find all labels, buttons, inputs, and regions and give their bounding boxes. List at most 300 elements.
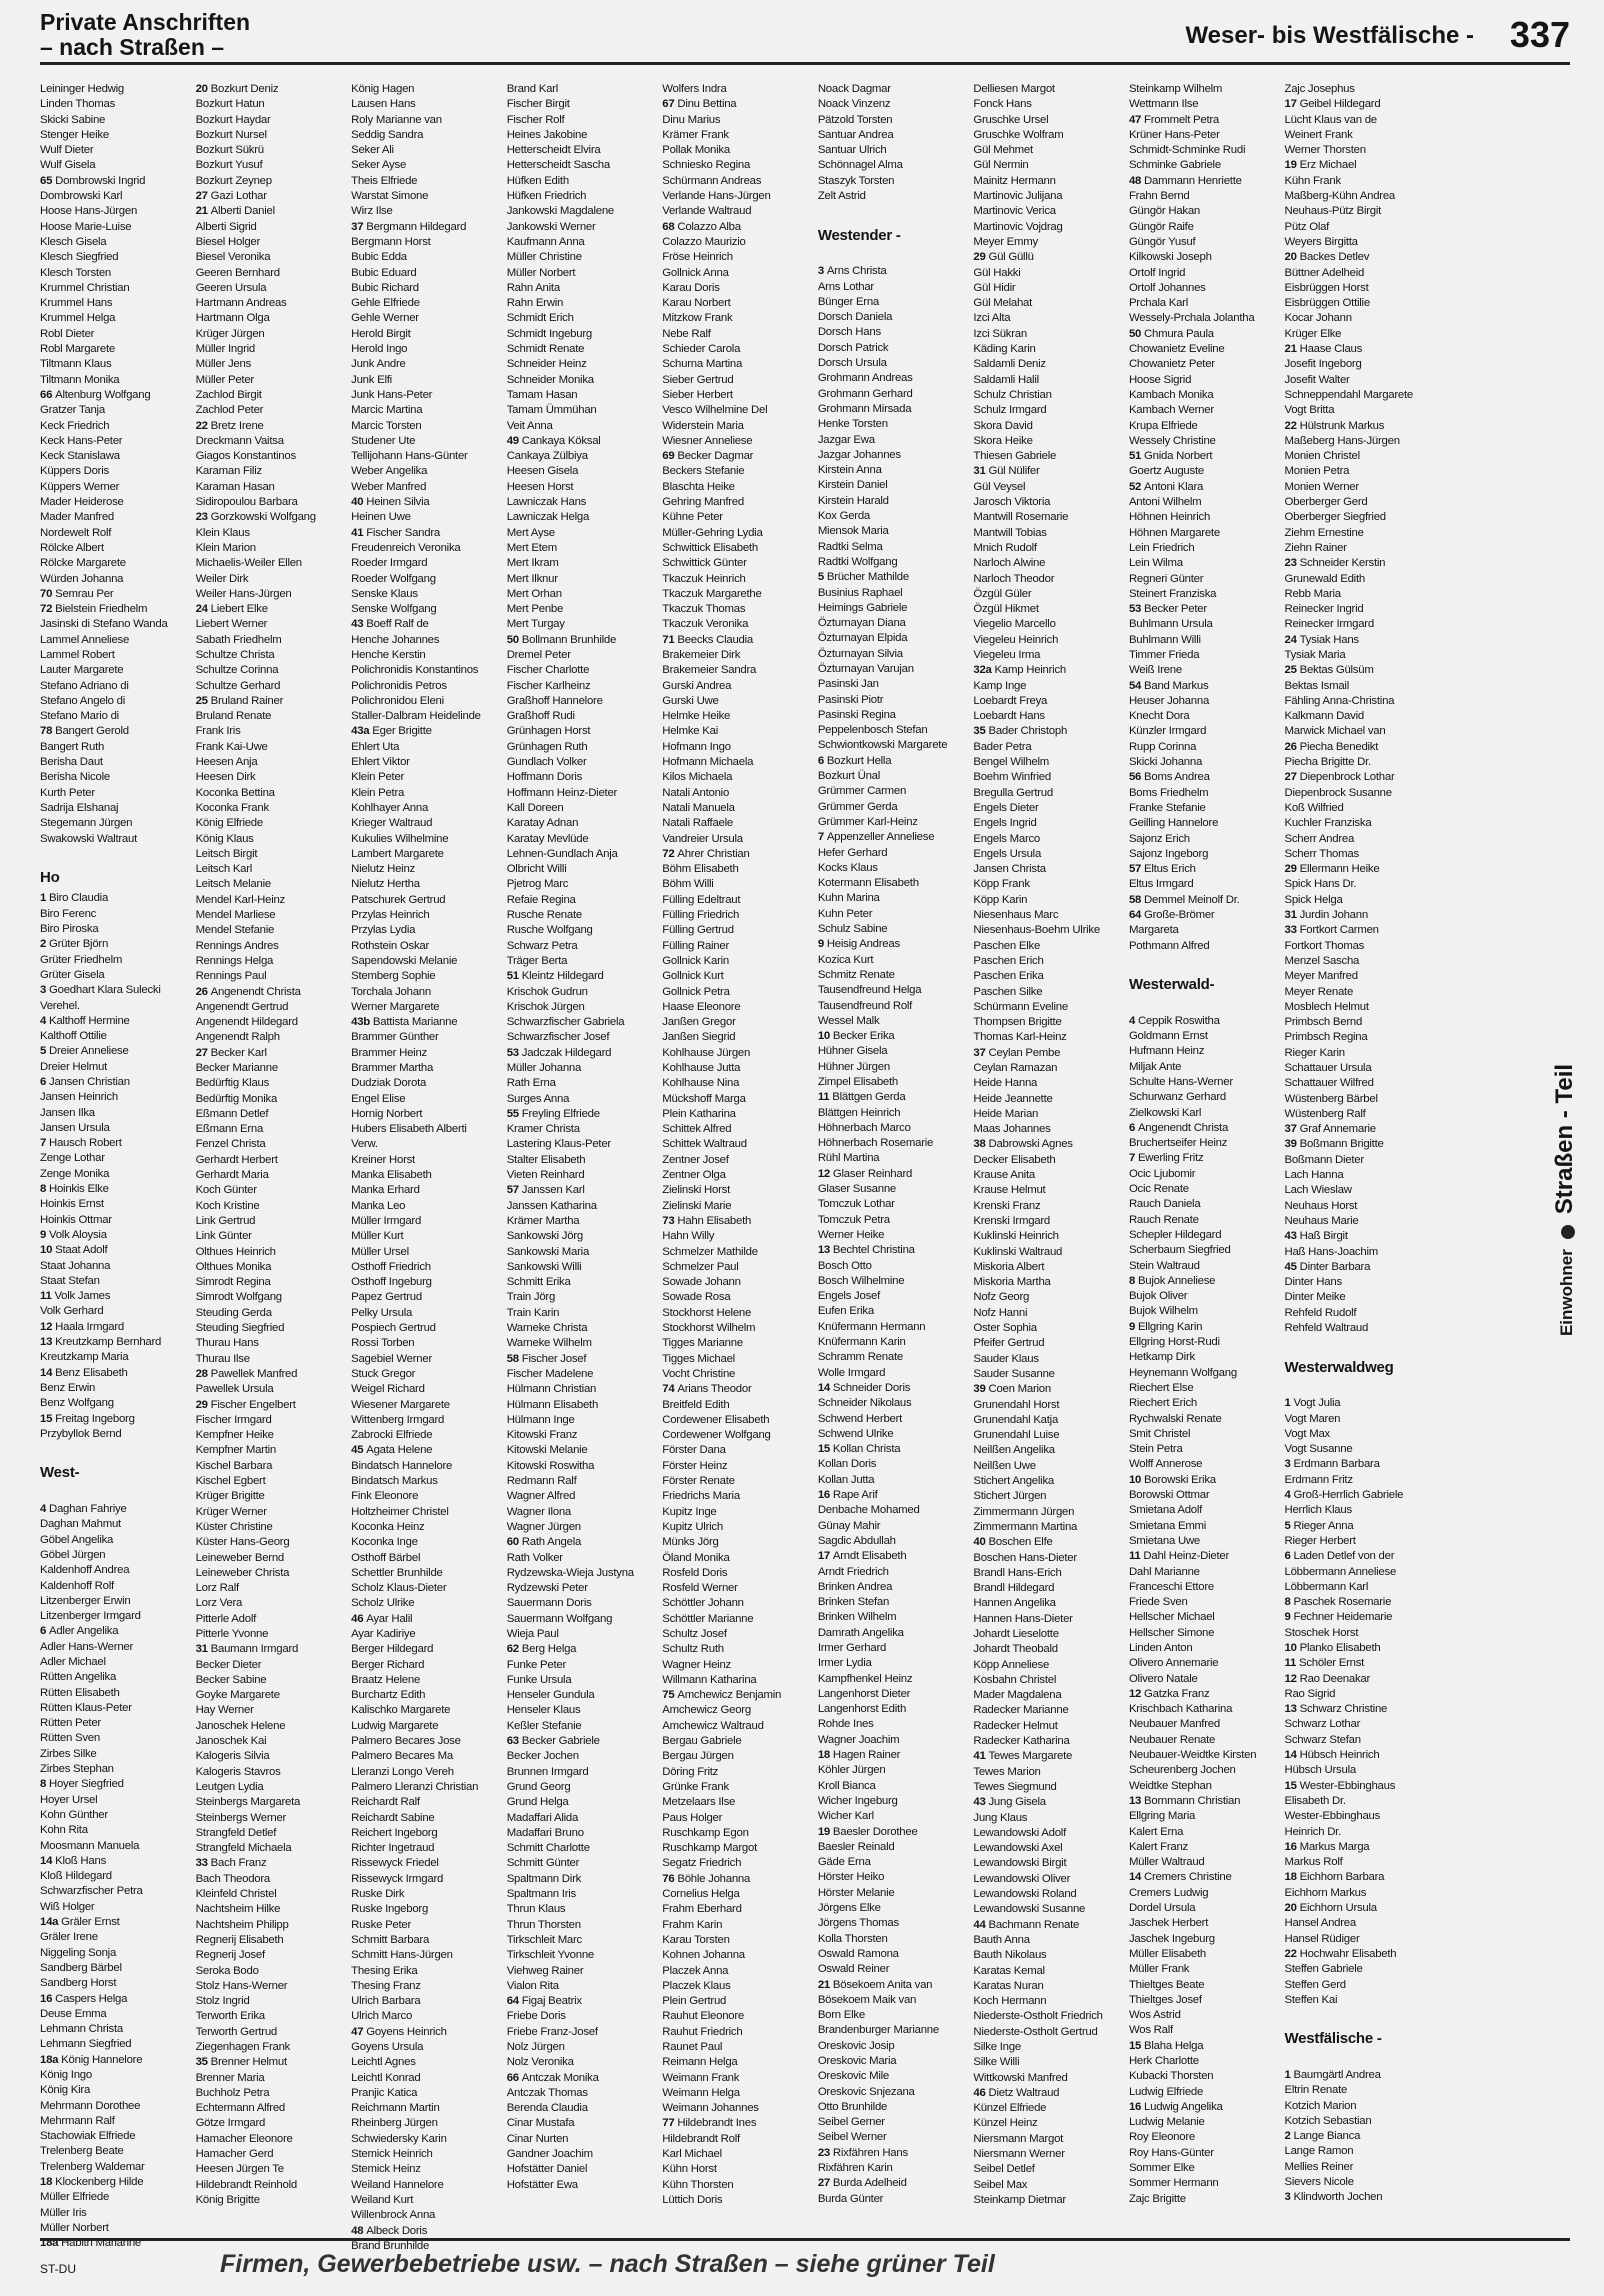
resident-entry: Bruland Renate — [195, 710, 272, 723]
resident-entry: Tigges Michael — [662, 1352, 735, 1365]
house-number: 60 — [506, 1536, 522, 1549]
resident-entry: Pitterle Adolf — [195, 1612, 257, 1625]
resident-entry: Wagner Jürgen — [506, 1520, 581, 1533]
house-number: 17 — [1284, 98, 1300, 111]
resident-entry — [1129, 1473, 1275, 1488]
resident-entry — [973, 1795, 1119, 1810]
resident-name: Böhle Johanna — [677, 1872, 751, 1885]
resident-entry: Marcic Martina — [351, 404, 423, 417]
resident-entry: Fülling Friedrich — [662, 909, 740, 922]
resident-entry: Blättgen Heinrich — [817, 1106, 901, 1119]
section-side-label — [1545, 1020, 1585, 1380]
resident-name: Bektas Gülsüm — [1299, 664, 1374, 677]
resident-entry: Robl Margarete — [40, 343, 116, 356]
resident-entry — [818, 1748, 964, 1763]
resident-name: Burda Adelheid — [832, 2177, 907, 2190]
resident-entry: Berisha Daut — [40, 756, 103, 769]
resident-entry: Roy Hans-Günter — [1128, 2146, 1214, 2159]
street-heading: Ho — [40, 869, 60, 887]
resident-entry: Refaie Regina — [506, 893, 576, 906]
resident-name: Freyling Elfriede — [521, 1107, 600, 1120]
house-number: 70 — [40, 587, 56, 600]
house-number: 33 — [195, 1857, 211, 1870]
house-number: 16 — [1128, 2100, 1145, 2113]
resident-entry: Sommer Elke — [1128, 2162, 1195, 2175]
resident-entry: Brammer Martha — [351, 1062, 434, 1074]
resident-entry: Linden Anton — [1128, 1641, 1193, 1654]
resident-entry: Skora Heike — [973, 434, 1033, 447]
resident-entry: Placzek Anna — [662, 1964, 729, 1977]
resident-name: Fischer Sandra — [366, 526, 440, 539]
resident-entry: Kupitz Inge — [662, 1505, 717, 1518]
house-number: 31 — [195, 1643, 211, 1656]
resident-entry: Neilßen Angelika — [973, 1444, 1055, 1457]
resident-entry: Bujok Wilhelm — [1128, 1305, 1198, 1318]
resident-entry: Künzel Elfriede — [973, 2102, 1047, 2115]
resident-entry: Weidtke Stephan — [1128, 1779, 1212, 1792]
resident-entry: Miskoria Albert — [973, 1260, 1045, 1273]
resident-entry: Staat Johanna — [40, 1259, 111, 1272]
resident-entry: Trelenberg Waldemar — [40, 2160, 145, 2173]
resident-entry: Linden Thomas — [40, 98, 116, 111]
resident-entry — [196, 2055, 342, 2070]
resident-entry: Schieder Carola — [662, 343, 741, 356]
resident-entry: Müller Iris — [40, 2206, 87, 2219]
resident-entry: Monien Werner — [1284, 480, 1359, 493]
resident-entry: Funke Ursula — [506, 1673, 572, 1686]
resident-entry: Rühl Martina — [817, 1152, 880, 1165]
resident-entry: Buhlmann Ursula — [1128, 618, 1213, 631]
resident-entry: Weimann Johannes — [662, 2102, 759, 2115]
resident-entry — [973, 2086, 1119, 2101]
resident-name: Haala Irmgard — [55, 1320, 125, 1333]
resident-entry — [973, 1918, 1119, 1933]
resident-entry — [1285, 1457, 1431, 1472]
resident-entry: Brammer Günther — [351, 1031, 439, 1044]
resident-entry — [40, 2175, 186, 2190]
resident-entry: Staat Stefan — [40, 1274, 100, 1287]
resident-entry — [1129, 908, 1275, 923]
resident-entry: Brinken Wilhelm — [817, 1611, 897, 1624]
spacer — [40, 1487, 186, 1502]
resident-entry: Leichtl Agnes — [351, 2056, 416, 2069]
resident-entry — [40, 1502, 186, 1517]
resident-entry: Rixfähren Karin — [817, 2162, 893, 2175]
resident-entry: Madaffari Alida — [506, 1811, 579, 1824]
resident-entry: Kempfner Heike — [195, 1429, 274, 1442]
resident-entry: Theis Elfriede — [351, 174, 418, 187]
resident-entry: Koch Günter — [195, 1184, 257, 1197]
resident-entry — [507, 2071, 653, 2086]
resident-entry: Schittek Waltraud — [662, 1138, 747, 1151]
resident-entry: Reichert Ingeborg — [351, 1826, 438, 1839]
house-number: 33 — [1284, 924, 1300, 937]
resident-name: Beecks Claudia — [677, 633, 753, 646]
resident-entry — [973, 1137, 1119, 1152]
resident-name: Kalthoff Hermine — [49, 1014, 130, 1027]
resident-entry — [818, 1167, 964, 1182]
resident-entry: Krüger Elke — [1284, 327, 1342, 340]
resident-entry: Santuar Andrea — [817, 128, 894, 141]
resident-entry: Engels Marco — [973, 832, 1041, 845]
resident-entry — [40, 1044, 186, 1059]
house-number: 14 — [1128, 1871, 1145, 1884]
resident-entry: Heesen Anja — [195, 756, 258, 769]
resident-entry: Karl Michael — [662, 2148, 722, 2161]
resident-entry: Oster Sophia — [973, 1322, 1037, 1335]
resident-entry: Wieja Paul — [506, 1627, 559, 1640]
resident-entry: Fischer Birgit — [506, 98, 570, 111]
resident-entry: Stein Waltraud — [1128, 1259, 1200, 1272]
resident-entry: Kuchler Franziska — [1284, 817, 1372, 830]
resident-entry: Pütz Olaf — [1284, 220, 1330, 233]
resident-entry: Eufen Erika — [817, 1305, 874, 1318]
resident-entry: Werner Heike — [817, 1228, 885, 1241]
resident-entry: Karatay Adnan — [506, 817, 579, 830]
resident-entry: Hofmann Michaela — [662, 756, 754, 769]
resident-entry — [40, 388, 186, 403]
resident-entry: Öland Monika — [662, 1551, 730, 1564]
resident-entry: Eltrin Renate — [1284, 2084, 1348, 2097]
house-number: 6 — [1284, 1550, 1294, 1563]
resident-entry: Kambach Werner — [1128, 404, 1214, 417]
resident-entry: Kleinfeld Christel — [195, 1888, 277, 1901]
resident-entry — [40, 1289, 186, 1304]
resident-entry — [818, 570, 964, 585]
resident-entry: Pasinski Jan — [817, 678, 879, 691]
resident-entry: Schulz Irmgard — [973, 404, 1047, 417]
resident-entry: Burda Günter — [817, 2192, 884, 2205]
resident-entry: Steinkamp Wilhelm — [1128, 83, 1223, 95]
resident-entry: Bindatsch Hannelore — [351, 1459, 453, 1472]
resident-entry: Kuklinski Heinrich — [973, 1230, 1059, 1243]
resident-entry: Grünhagen Ruth — [506, 740, 588, 753]
resident-entry: Dreckmann Vaitsa — [195, 434, 284, 447]
resident-entry — [818, 937, 964, 952]
resident-entry: Hüfken Edith — [506, 174, 569, 187]
resident-entry: Brandl Hildegard — [973, 1582, 1055, 1595]
resident-entry: Koß Wilfried — [1284, 801, 1344, 814]
resident-entry: Hellscher Simone — [1128, 1626, 1215, 1639]
resident-entry: Engels Josef — [817, 1290, 881, 1303]
resident-entry: Seibel Detlef — [973, 2163, 1035, 2176]
resident-entry: Rauch Daniela — [1128, 1198, 1201, 1211]
resident-entry: Keck Hans-Peter — [40, 434, 123, 447]
resident-entry: Höhnerbach Rosemarie — [817, 1137, 934, 1150]
resident-entry: Radtki Wolfgang — [817, 555, 898, 568]
resident-entry: Lehmann Christa — [40, 2023, 123, 2036]
resident-entry: Izci Sükran — [973, 327, 1027, 340]
resident-entry: Kotzich Marion — [1284, 2099, 1357, 2112]
resident-entry — [40, 1992, 186, 2007]
resident-entry: Kroll Bianca — [817, 1779, 876, 1792]
resident-entry: Zirbes Stephan — [40, 1763, 114, 1776]
resident-entry: Göbel Jürgen — [40, 1548, 106, 1561]
house-number: 6 — [40, 1076, 49, 1088]
resident-entry: Delliesen Margot — [973, 83, 1055, 95]
resident-entry: Goldmann Ernst — [1128, 1030, 1208, 1043]
house-number: 15 — [817, 1443, 833, 1456]
resident-entry: Adler Michael — [40, 1655, 106, 1668]
resident-entry: Kuklinski Waltraud — [973, 1245, 1063, 1258]
house-number: 21 — [817, 1978, 833, 1991]
resident-entry: Tkaczuk Margarethe — [662, 587, 762, 600]
resident-entry: Lach Hanna — [1284, 1169, 1344, 1182]
resident-entry: Kolla Thorsten — [817, 1932, 888, 1945]
resident-entry: Hoose Hans-Jürgen — [40, 205, 138, 218]
resident-entry — [40, 937, 186, 952]
resident-name: Liebert Elke — [210, 603, 268, 616]
resident-name: Cremers Christine — [1144, 1871, 1232, 1884]
resident-entry: Plein Katharina — [662, 1107, 736, 1120]
resident-entry — [1285, 1840, 1431, 1855]
resident-entry: Herold Ingo — [351, 343, 408, 356]
house-number: 4 — [40, 1503, 49, 1516]
house-number: 3 — [40, 984, 49, 997]
resident-entry: Diepenbrock Susanne — [1284, 786, 1392, 799]
resident-entry: Heimings Gabriele — [817, 601, 908, 614]
resident-entry — [1285, 1656, 1431, 1671]
resident-name: Altenburg Wolfgang — [55, 388, 151, 401]
resident-entry: Höhnen Margarete — [1128, 526, 1220, 539]
resident-entry: Cordewener Wolfgang — [662, 1429, 771, 1442]
resident-entry: Cankaya Zülbiya — [506, 450, 588, 463]
resident-entry: Fischer Charlotte — [506, 664, 590, 677]
resident-entry: Schwiontkowski Margarete — [817, 739, 948, 752]
resident-entry: Rheinberg Jürgen — [351, 2117, 438, 2130]
resident-entry — [662, 633, 808, 648]
resident-entry: Reimann Helga — [662, 2056, 738, 2069]
resident-name: Volk James — [54, 1290, 111, 1303]
resident-name: Bretz Irene — [210, 419, 264, 432]
house-number: 8 — [40, 1183, 49, 1196]
resident-entry: Bergmann Horst — [351, 235, 431, 248]
house-number: 13 — [1284, 1703, 1300, 1716]
resident-entry — [1129, 1687, 1275, 1702]
resident-entry: Herrlich Klaus — [1284, 1504, 1352, 1517]
resident-entry: Olbricht Willi — [506, 863, 567, 876]
resident-entry: Niesenhaus-Boehm Ulrike — [973, 924, 1100, 937]
resident-entry: Buchholz Petra — [195, 2086, 270, 2099]
resident-entry: Regneri Günter — [1128, 572, 1204, 585]
resident-entry: Kohlhause Jutta — [662, 1062, 741, 1074]
resident-entry: Schmitt Günter — [506, 1857, 580, 1870]
house-number: 43 — [973, 1796, 989, 1809]
resident-entry: Helmke Kai — [662, 725, 718, 738]
resident-entry: Staszyk Torsten — [817, 174, 895, 187]
resident-entry: Höhnerbach Marco — [817, 1121, 911, 1134]
resident-entry: Zimmermann Jürgen — [973, 1505, 1075, 1518]
house-number: 65 — [40, 174, 56, 187]
resident-entry: Keck Stanislawa — [40, 450, 120, 463]
resident-entry: Wagner Alfred — [506, 1490, 576, 1503]
footer-code: ST-DU — [40, 2262, 76, 2276]
resident-entry: Ortolf Johannes — [1128, 281, 1206, 294]
resident-entry: Jansen Christa — [973, 863, 1046, 876]
resident-entry: Paus Holger — [662, 1811, 723, 1824]
resident-entry: Brakemeier Dirk — [662, 648, 741, 661]
resident-entry: Tysiak Maria — [1284, 648, 1346, 661]
house-number: 24 — [195, 603, 211, 616]
resident-name: Becker Dagmar — [677, 450, 754, 463]
resident-entry: Hansel Rüdiger — [1284, 1932, 1360, 1945]
resident-entry — [196, 1398, 342, 1413]
resident-entry: Lambert Margarete — [351, 847, 444, 860]
street-heading: Westfälische - — [1284, 2030, 1382, 2048]
spacer — [40, 1442, 186, 1457]
resident-entry: Hufmann Heinz — [1128, 1045, 1205, 1058]
resident-entry: Nachtsheim Hilke — [195, 1903, 281, 1916]
resident-name: Bach Franz — [210, 1857, 267, 1870]
resident-entry: Jazgar Ewa — [817, 433, 875, 446]
resident-name: Gnida Norbert — [1144, 450, 1213, 463]
house-number: 14 — [817, 1381, 833, 1394]
resident-entry: Müller Norbert — [506, 266, 576, 279]
resident-entry: Seker Ali — [351, 144, 394, 157]
resident-entry: Mantwill Tobias — [973, 526, 1047, 539]
resident-entry: Jazgar Johannes — [817, 448, 901, 461]
resident-entry: Thompsen Brigitte — [973, 1016, 1062, 1029]
resident-entry: Janoschek Helene — [195, 1719, 286, 1732]
header-title-line2: – nach Straßen – — [40, 34, 225, 60]
resident-entry: Ludwig Elfriede — [1128, 2085, 1204, 2098]
resident-entry: Kischel Egbert — [195, 1475, 266, 1488]
resident-entry: Bubic Edda — [351, 251, 407, 264]
resident-entry: Kuhn Peter — [817, 907, 873, 920]
resident-entry: Johardt Theobald — [973, 1643, 1058, 1656]
house-number: 15 — [1284, 1779, 1300, 1792]
resident-entry: Dinter Hans — [1284, 1276, 1342, 1289]
resident-entry: Reinecker Irmgard — [1284, 618, 1374, 631]
resident-entry: Spick Hans Dr. — [1284, 878, 1357, 891]
resident-entry: Bindatsch Markus — [351, 1475, 438, 1488]
resident-entry: Becker Sabine — [195, 1673, 267, 1686]
resident-entry: Josefit Walter — [1284, 373, 1350, 386]
resident-entry: Olthues Monika — [195, 1260, 272, 1273]
street-heading: Westender - — [817, 226, 901, 244]
resident-entry: Loebardt Freya — [973, 694, 1048, 707]
resident-entry: Wettmann Ilse — [1128, 98, 1199, 111]
resident-entry: Mückshoff Marga — [662, 1092, 746, 1105]
resident-entry: Krieger Waltraud — [351, 817, 433, 830]
resident-entry: Stichert Jürgen — [973, 1490, 1047, 1503]
resident-name: Band Markus — [1144, 679, 1209, 692]
resident-entry — [662, 1688, 808, 1703]
resident-entry — [973, 1046, 1119, 1061]
resident-entry — [818, 1549, 964, 1564]
house-number: 7 — [1128, 1152, 1138, 1165]
resident-entry: Thurau Hans — [195, 1337, 259, 1350]
resident-entry: Chowanietz Peter — [1128, 358, 1215, 371]
resident-entry: Rütten Peter — [40, 1717, 101, 1730]
resident-entry: Monien Petra — [1284, 465, 1350, 478]
resident-name: Becker Erika — [832, 1030, 895, 1043]
resident-entry: Krupa Elfriede — [1128, 419, 1198, 432]
resident-entry: Koconka Frank — [195, 801, 269, 814]
resident-entry: Cinar Nurten — [506, 2132, 569, 2145]
resident-entry: Wagner Ilona — [506, 1505, 572, 1518]
resident-entry: Stemberg Sophie — [351, 970, 436, 983]
resident-entry: Müller Elfriede — [40, 2191, 110, 2204]
resident-entry: Hetterscheidt Sascha — [506, 159, 610, 172]
resident-entry — [351, 495, 497, 510]
resident-entry — [351, 617, 497, 632]
resident-entry: Stockhorst Helene — [662, 1306, 752, 1319]
resident-name: Boms Andrea — [1144, 771, 1210, 784]
resident-entry — [40, 1335, 186, 1350]
resident-entry: Müller Kurt — [351, 1230, 404, 1243]
resident-entry: Oswald Ramona — [817, 1947, 899, 1960]
resident-entry: Schneider Heinz — [506, 358, 587, 371]
resident-entry: Steffen Kai — [1284, 1993, 1338, 2006]
resident-entry: Train Karin — [506, 1306, 560, 1319]
resident-entry: Schurna Martina — [662, 358, 743, 371]
resident-name: Colazzo Alba — [677, 220, 741, 233]
resident-entry: Papez Gertrud — [351, 1291, 422, 1304]
resident-entry — [1285, 663, 1431, 678]
resident-name: Ewerling Fritz — [1137, 1152, 1204, 1165]
resident-entry: Noack Vinzenz — [817, 98, 891, 111]
resident-entry: Fonck Hans — [973, 98, 1032, 111]
house-number: 16 — [817, 1489, 833, 1502]
resident-entry: Tausendfreund Helga — [817, 984, 922, 997]
house-number: 66 — [506, 2071, 522, 2084]
directory-column — [351, 82, 497, 2252]
resident-entry: Hoose Marie-Luise — [40, 220, 132, 233]
resident-entry: Mert Ayse — [506, 526, 555, 539]
resident-entry — [351, 1443, 497, 1458]
resident-entry: Breitfeld Edith — [662, 1398, 730, 1411]
resident-entry: Schürmann Eveline — [973, 1000, 1068, 1013]
resident-name: Planko Elisabeth — [1299, 1641, 1381, 1654]
house-number: 18 — [817, 1749, 833, 1762]
resident-entry: Sievers Nicole — [1284, 2176, 1354, 2189]
resident-entry — [1129, 1320, 1275, 1335]
resident-entry: Wolff Annerose — [1128, 1458, 1203, 1471]
resident-entry: Reichardt Ralf — [351, 1796, 420, 1809]
resident-entry: Kilos Michaela — [662, 771, 733, 784]
resident-entry: Mendel Marliese — [195, 909, 276, 922]
resident-name: Backes Detlev — [1299, 251, 1370, 264]
resident-entry: Sowade Johann — [662, 1276, 741, 1289]
resident-entry: Leineweber Christa — [195, 1566, 290, 1579]
resident-entry: Künzler Irmgard — [1128, 725, 1207, 738]
resident-entry — [1285, 1595, 1431, 1610]
resident-entry: Boßmann Dieter — [1284, 1153, 1364, 1166]
resident-entry: Heuser Johanna — [1128, 694, 1210, 707]
resident-entry: Kischel Barbara — [195, 1459, 273, 1472]
resident-entry — [196, 419, 342, 434]
resident-entry: Lewandowski Roland — [973, 1888, 1077, 1901]
resident-name: Bujok Anneliese — [1137, 1274, 1216, 1287]
resident-entry: Smietana Emmi — [1128, 1519, 1207, 1532]
house-number: 38 — [973, 1138, 989, 1151]
resident-entry: Jansen Heinrich — [40, 1091, 118, 1104]
resident-entry: Heesen Horst — [506, 480, 574, 493]
resident-entry — [818, 1978, 964, 1993]
house-number: 28 — [195, 1367, 211, 1380]
resident-entry: Gurski Uwe — [662, 694, 719, 707]
resident-name: Pawellek Manfred — [210, 1367, 298, 1380]
spacer — [1285, 2053, 1431, 2068]
resident-entry: Litzenberger Irmgard — [40, 1610, 141, 1623]
resident-entry: Heide Marian — [973, 1107, 1039, 1120]
resident-entry: Wirz Ilse — [351, 205, 393, 218]
resident-entry: Polichronidou Eleni — [351, 694, 444, 707]
resident-entry — [1285, 1672, 1431, 1687]
resident-entry: Schönnagel Alma — [817, 159, 903, 172]
resident-entry: Lastering Klaus-Peter — [506, 1138, 611, 1151]
